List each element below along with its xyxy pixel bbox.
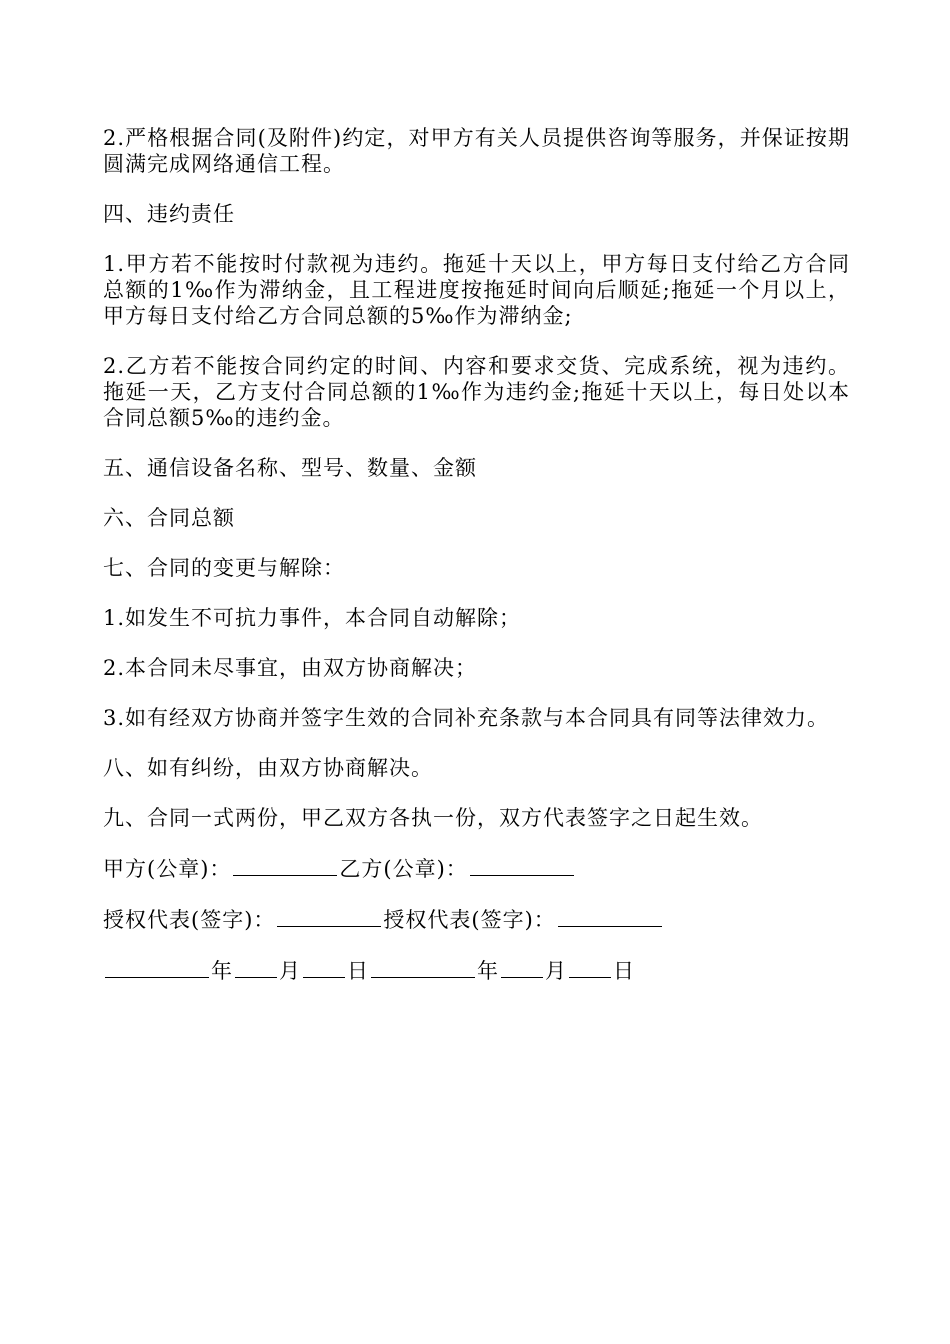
section-heading-copies: 九、合同一式两份，甲乙双方各执一份，双方代表签字之日起生效。 xyxy=(103,806,763,830)
date-b-month-blank xyxy=(501,957,543,978)
party-b-seal-blank xyxy=(470,855,574,876)
date-a-month-blank xyxy=(235,957,277,978)
section-heading-breach: 四、违约责任 xyxy=(103,202,235,226)
representative-row xyxy=(103,906,850,933)
date-a-year-blank xyxy=(105,957,209,978)
party-b-seal-label: 乙方(公章)： xyxy=(339,857,468,881)
rep-b-label: 授权代表(签字)： xyxy=(383,908,556,932)
date-b-month-label: 月 xyxy=(545,959,567,983)
section-heading-equipment: 五、通信设备名称、型号、数量、金额 xyxy=(103,456,477,480)
date-a-day-label: 日 xyxy=(347,959,369,983)
section-heading-total: 六、合同总额 xyxy=(103,506,235,530)
date-b-day-label: 日 xyxy=(613,959,635,983)
clause-7-1: 1.如发生不可抗力事件，本合同自动解除； xyxy=(103,606,522,630)
date-a-year-label: 年 xyxy=(211,959,233,983)
section-heading-change: 七、合同的变更与解除： xyxy=(103,556,345,580)
section-heading-dispute: 八、如有纠纷，由双方协商解决。 xyxy=(103,756,433,780)
date-b-year-blank xyxy=(371,957,475,978)
clause-7-3: 3.如有经双方协商并签字生效的合同补充条款与本合同具有同等法律效力。 xyxy=(103,706,830,730)
date-b-year-label: 年 xyxy=(477,959,499,983)
rep-a-blank xyxy=(277,906,381,927)
clause-4-1: 1.甲方若不能按时付款视为违约。拖延十天以上，甲方每日支付给乙方合同总额的1‰作为滞纳金，且工程进度按拖延时间向后顺延;拖延一个月以上，甲方每日支付给乙方合同总额的5‰作为滞纳金; xyxy=(103,252,850,328)
date-a-day-blank xyxy=(303,957,345,978)
rep-b-blank xyxy=(558,906,662,927)
party-a-seal-blank xyxy=(233,855,337,876)
date-b-day-blank xyxy=(569,957,611,978)
party-a-seal-label: 甲方(公章)： xyxy=(103,857,232,881)
clause-4-2: 2.乙方若不能按合同约定的时间、内容和要求交货、完成系统，视为违约。拖延一天，乙方支付合同总额的1‰作为违约金;拖延十天以上，每日处以本合同总额5‰的违约金。 xyxy=(103,354,850,430)
rep-a-label: 授权代表(签字)： xyxy=(103,908,276,932)
clause-3-2: 2.严格根据合同(及附件)约定，对甲方有关人员提供咨询等服务，并保证按期圆满完成网络通信工程。 xyxy=(103,126,850,176)
date-a-month-label: 月 xyxy=(279,959,301,983)
document-body xyxy=(103,125,850,1008)
seal-row xyxy=(103,855,850,882)
date-row xyxy=(103,957,850,984)
clause-7-2: 2.本合同未尽事宜，由双方协商解决； xyxy=(103,656,478,680)
